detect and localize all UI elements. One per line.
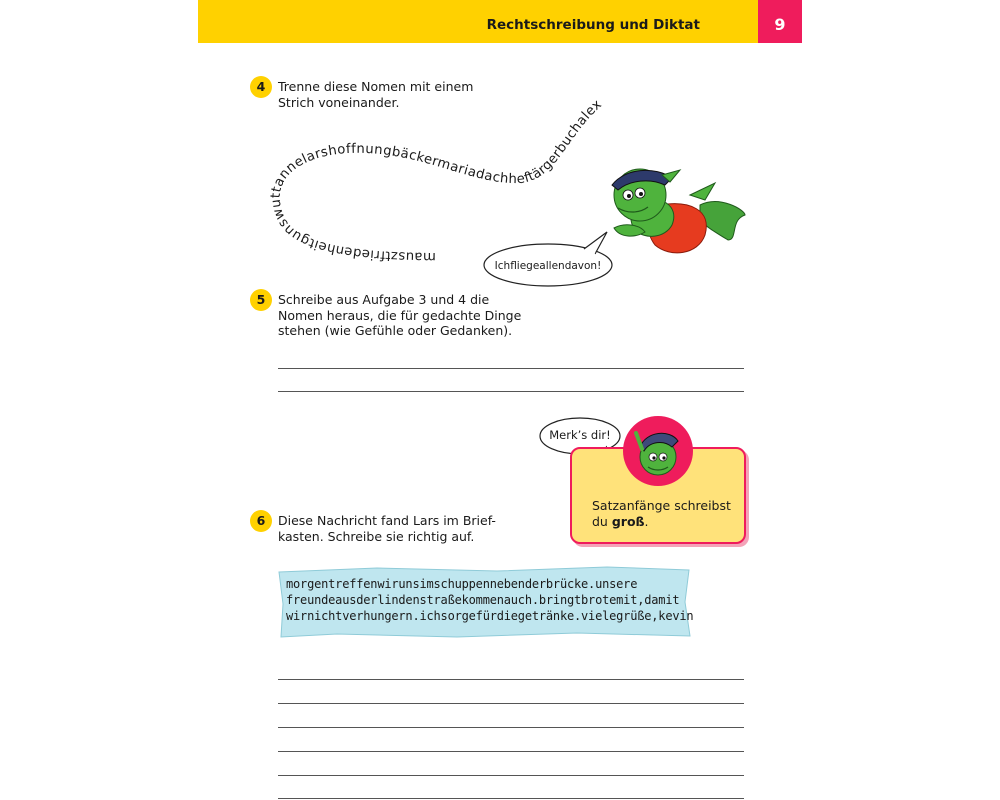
writing-line[interactable] [278, 727, 744, 728]
writing-line[interactable] [278, 391, 744, 392]
note-line: morgentreffenwirunsimschuppennebenderbrücke.unsere [286, 577, 638, 591]
merk-text-end: . [644, 514, 649, 529]
dragon-avatar [620, 413, 696, 489]
speech-bubble-text: Ichfliegeallendavon! [494, 260, 602, 272]
task-5-text: Schreibe aus Aufgabe 3 und 4 die Nomen heraus, die für gedachte Dinge stehen (wie Gefühle oder Gedanken). [278, 292, 522, 338]
task-4-text: Trenne diese Nomen mit einem Strich voneinander. [278, 79, 474, 110]
writing-line[interactable] [278, 679, 744, 680]
writing-line[interactable] [278, 775, 744, 776]
merk-text-part: Satzanfänge schreibst du [592, 498, 731, 529]
task-6-text: Diese Nachricht fand Lars im Brief- kasten. Schreibe sie richtig auf. [278, 513, 496, 544]
note-line: freundeausderlindenstraßekommenauch.bringtbrotemit,damit [286, 593, 680, 607]
writing-line[interactable] [278, 703, 744, 704]
flying-dragon-illustration [612, 169, 745, 253]
header-title: Rechtschreibung und Diktat [486, 17, 700, 33]
task-4-number: 4 [250, 76, 272, 98]
task-5-number: 5 [250, 289, 272, 311]
task-6-number: 6 [250, 510, 272, 532]
writing-line[interactable] [278, 751, 744, 752]
page-number: 9 [758, 0, 802, 43]
writing-line[interactable] [278, 368, 744, 369]
merk-bubble-text: Merk’s dir! [549, 428, 611, 442]
merk-rule-text [592, 498, 731, 530]
writing-line[interactable] [278, 798, 744, 799]
merk-text-bold: groß [611, 514, 645, 529]
word-snake-letters: mausztfriedenheitgunswuttannelarshoffnungbäckermariadachheftärgerbuchalex [268, 96, 606, 265]
word-snake-text [269, 97, 605, 264]
note-line: wirnichtverhungern.ichsorgefürdiegetränke.vielegrüße,kevin [286, 609, 694, 623]
speech-bubble [484, 232, 612, 286]
